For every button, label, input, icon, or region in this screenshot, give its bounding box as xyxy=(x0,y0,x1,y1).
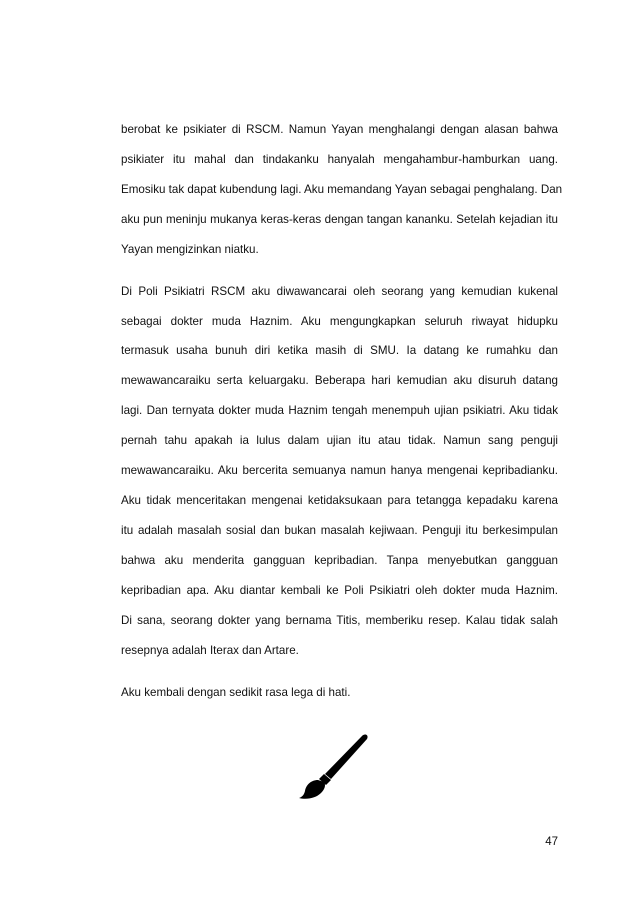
paragraph-line: resepnya adalah Iterax dan Artare. xyxy=(121,644,299,657)
paragraph-line: kepribadian apa. Aku diantar kembali ke Poli Psikiatri oleh dokter muda Haznim. xyxy=(121,584,558,597)
paragraph-line: mewawancaraiku serta keluargaku. Beberapa hari kemudian aku disuruh datang xyxy=(121,374,558,387)
paragraph-line: termasuk usaha bunuh diri ketika masih di SMU. Ia datang ke rumahku dan xyxy=(121,344,558,357)
paragraph-line: Aku tidak menceritakan mengenai ketidaksukaan para tetangga kepadaku karena xyxy=(121,494,558,507)
paintbrush-icon xyxy=(298,730,372,800)
paragraph-line: Yayan mengizinkan niatku. xyxy=(121,243,259,256)
paragraph-line: Emosiku tak dapat kubendung lagi. Aku memandang Yayan sebagai penghalang. Dan xyxy=(121,183,563,196)
paragraph-line: psikiater itu mahal dan tindakanku hanyalah mengahambur-hamburkan uang. xyxy=(121,153,558,166)
paragraph-line: sebagai dokter muda Haznim. Aku mengungkapkan seluruh riwayat hidupku xyxy=(121,315,558,328)
paragraph-line: aku pun meninju mukanya keras-keras dengan tangan kananku. Setelah kejadian itu xyxy=(121,213,558,226)
paragraph-line: bahwa aku menderita gangguan kepribadian. Tanpa menyebutkan gangguan xyxy=(121,554,558,567)
paragraph-line: berobat ke psikiater di RSCM. Namun Yayan menghalangi dengan alasan bahwa xyxy=(121,123,558,136)
paragraph-line: Di sana, seorang dokter yang bernama Titis, memberiku resep. Kalau tidak salah xyxy=(121,614,558,627)
paragraph-line: pernah tahu apakah ia lulus dalam ujian itu atau tidak. Namun sang penguji xyxy=(121,434,558,447)
paragraph-line: itu adalah masalah sosial dan bukan masalah kejiwaan. Penguji itu berkesimpulan xyxy=(121,524,558,537)
paragraph-line: Aku kembali dengan sedikit rasa lega di hati. xyxy=(121,686,351,699)
paragraph-line: mewawancaraiku. Aku bercerita semuanya namun hanya mengenai kepribadianku. xyxy=(121,464,558,477)
paragraph-line: lagi. Dan ternyata dokter muda Haznim tengah menempuh ujian psikiatri. Aku tidak xyxy=(121,404,558,417)
page-number: 47 xyxy=(545,836,558,848)
paragraph-line: Di Poli Psikiatri RSCM aku diwawancarai oleh seorang yang kemudian kukenal xyxy=(121,285,558,298)
